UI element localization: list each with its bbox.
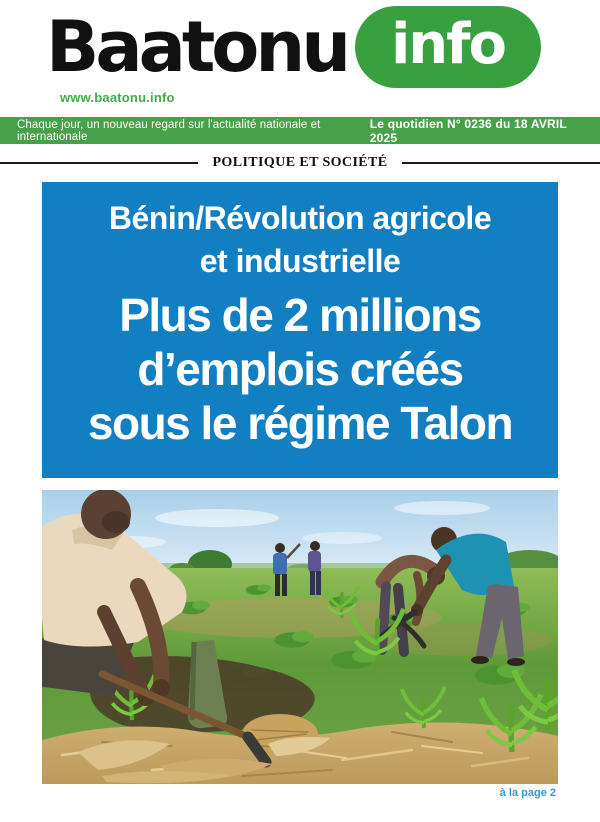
masthead [0,2,600,114]
section-label: POLITIQUE ET SOCIÉTÉ [212,155,388,170]
section-header [0,153,600,173]
headline-kicker [42,197,558,283]
title-line-3: sous le régime Talon [87,397,513,449]
rule-left [0,162,198,164]
headline-box [42,182,558,478]
kicker-line-1: Bénin/Révolution agricole [108,200,492,236]
photo-illustration-farmers-field [42,490,558,784]
title-line-1: Plus de 2 millions [119,289,481,341]
brand-wordmark: Baatonu [46,6,348,88]
rule-right [402,162,600,164]
brand-badge: info [355,6,541,88]
page-reference[interactable]: à la page 2 [499,787,556,799]
topbar [0,117,600,144]
logo [0,6,600,88]
kicker-line-2: et industrielle [199,243,401,279]
tagline: Chaque jour, un nouveau regard sur l'actualité nationale et internationale [17,118,321,143]
headline-title [42,288,558,450]
lead-photo [42,490,558,784]
title-line-2: d’emplois créés [137,343,463,395]
edition-info: Le quotidien N° 0236 du 18 AVRIL 2025 [369,116,567,145]
website-url[interactable]: www.baatonu.info [60,90,175,105]
